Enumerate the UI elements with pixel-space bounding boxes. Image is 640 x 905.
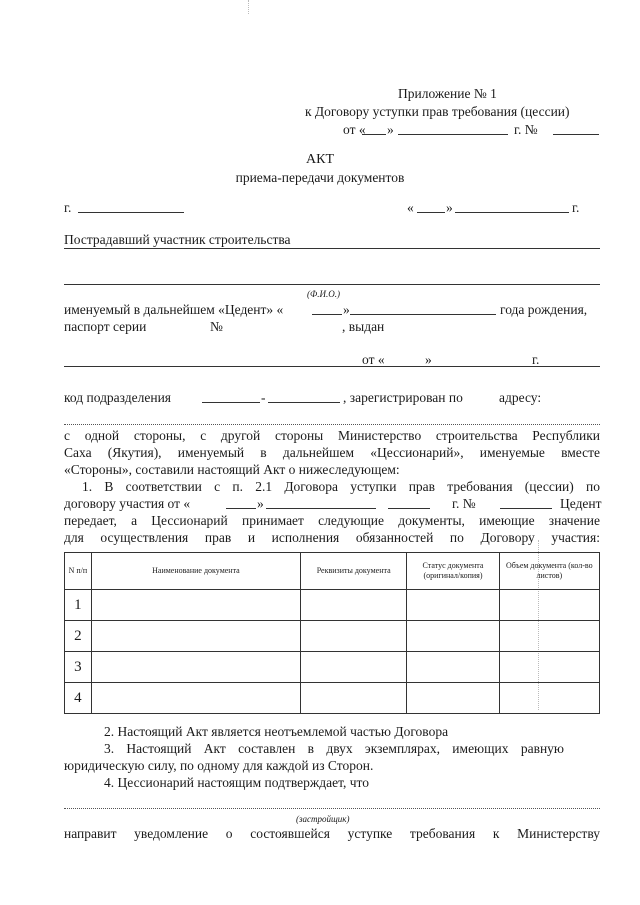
blank-line xyxy=(362,134,386,135)
table-row xyxy=(65,590,600,621)
blank-line xyxy=(500,508,552,509)
developer-caption: (застройщик) xyxy=(296,814,350,824)
last-line: направит уведомление о состоявшейся уступке требования к Министерству xyxy=(64,826,600,841)
address-label: адресу: xyxy=(499,390,542,405)
act-subtitle: приема-передачи документов xyxy=(235,170,405,185)
city-prefix: г. xyxy=(64,200,72,215)
clause1-line-1: 1. В соответствии с п. 2.1 Договора уступки прав требования (цессии) по xyxy=(82,479,600,494)
clause4: 4. Цессионарий настоящим подтверждает, что xyxy=(104,775,369,790)
blank-line xyxy=(78,212,184,213)
header-document-volume: Объем документа (кол-во листов) xyxy=(499,553,599,590)
blank-line xyxy=(417,212,445,213)
date-close: » xyxy=(446,200,453,215)
blank-line xyxy=(202,402,260,403)
header-document-details: Реквизиты документа xyxy=(301,553,407,590)
table-header-row xyxy=(65,553,600,590)
appendix-title: Приложение № 1 xyxy=(398,86,497,101)
intro-line-1: с одной стороны, с другой стороны Министерство строительства Республики xyxy=(64,428,600,443)
header-number: N п/п xyxy=(65,553,92,590)
blank-line xyxy=(553,134,599,135)
appendix-date-prefix: от « xyxy=(343,122,366,137)
fio-caption: (Ф.И.О.) xyxy=(307,289,340,299)
clause1-line-3: передает, а Цессионарий принимает следующие документы, имеющие значение xyxy=(64,513,600,528)
registered-label: , зарегистрирован по xyxy=(343,390,463,405)
blank-line xyxy=(268,402,340,403)
blank-line xyxy=(64,284,600,285)
clause1-contract-prefix: договору участия от « xyxy=(64,496,191,511)
scan-mark xyxy=(248,0,249,14)
passport-series-label: паспорт серии xyxy=(64,319,147,334)
appendix-date-close: » xyxy=(387,122,394,137)
intro-line-2: Саха (Якутия), именуемый в дальнейшем «Цессионарий», именуемые вместе xyxy=(64,445,600,460)
issued-year-label: г. xyxy=(532,352,540,367)
blank-line xyxy=(64,808,600,809)
blank-line xyxy=(312,314,342,315)
appendix-subtitle: к Договору уступки прав требования (цессии) xyxy=(305,104,570,119)
clause3-line-1: 3. Настоящий Акт составлен в двух экземплярах, имеющих равную xyxy=(104,741,564,756)
blank-line xyxy=(266,508,376,509)
row-number: 2 xyxy=(65,621,92,652)
named-close: » xyxy=(343,302,350,317)
date-open: « xyxy=(407,200,414,215)
clause3-line-2: юридическую силу, по одному для каждой из Сторон. xyxy=(64,758,374,773)
header-document-status: Статус документа (оригинал/копия) xyxy=(407,553,499,590)
named-text: именуемый в дальнейшем «Цедент» « xyxy=(64,302,284,317)
table-row xyxy=(65,683,600,714)
appendix-number-label: г. № xyxy=(514,122,538,137)
clause1-line-4: для осуществления прав и исполнения обязанностей по Договору участия: xyxy=(64,530,600,545)
act-title: АКТ xyxy=(306,152,334,167)
header-document-name: Наименование документа xyxy=(91,553,300,590)
blank-line xyxy=(455,212,569,213)
clause1-number-label: г. № xyxy=(452,496,476,511)
blank-line xyxy=(64,366,600,367)
clause1-date-close: » xyxy=(257,496,264,511)
issued-close: » xyxy=(425,352,432,367)
dept-code-label: код подразделения xyxy=(64,390,172,405)
blank-line xyxy=(226,508,256,509)
year-label: г. xyxy=(572,200,580,215)
row-number: 1 xyxy=(65,590,92,621)
blank-line xyxy=(64,248,600,249)
clause1-cedent: Цедент xyxy=(560,496,602,511)
row-number: 3 xyxy=(65,652,92,683)
intro-line-3: «Стороны», составили настоящий Акт о нижеследующем: xyxy=(64,462,400,477)
blank-line xyxy=(64,424,600,425)
blank-line xyxy=(398,134,508,135)
row-number: 4 xyxy=(65,683,92,714)
party-label: Пострадавший участник строительства xyxy=(64,232,291,247)
birth-year-label: года рождения, xyxy=(500,302,588,317)
table-row xyxy=(65,621,600,652)
issued-from-label: от « xyxy=(362,352,385,367)
clause2: 2. Настоящий Акт является неотъемлемой частью Договора xyxy=(104,724,449,739)
documents-table xyxy=(64,552,600,714)
blank-line xyxy=(388,508,430,509)
dept-dash: - xyxy=(261,390,266,405)
passport-number-label: № xyxy=(210,319,223,334)
issued-label: , выдан xyxy=(342,319,385,334)
blank-line xyxy=(350,314,496,315)
table-row xyxy=(65,652,600,683)
